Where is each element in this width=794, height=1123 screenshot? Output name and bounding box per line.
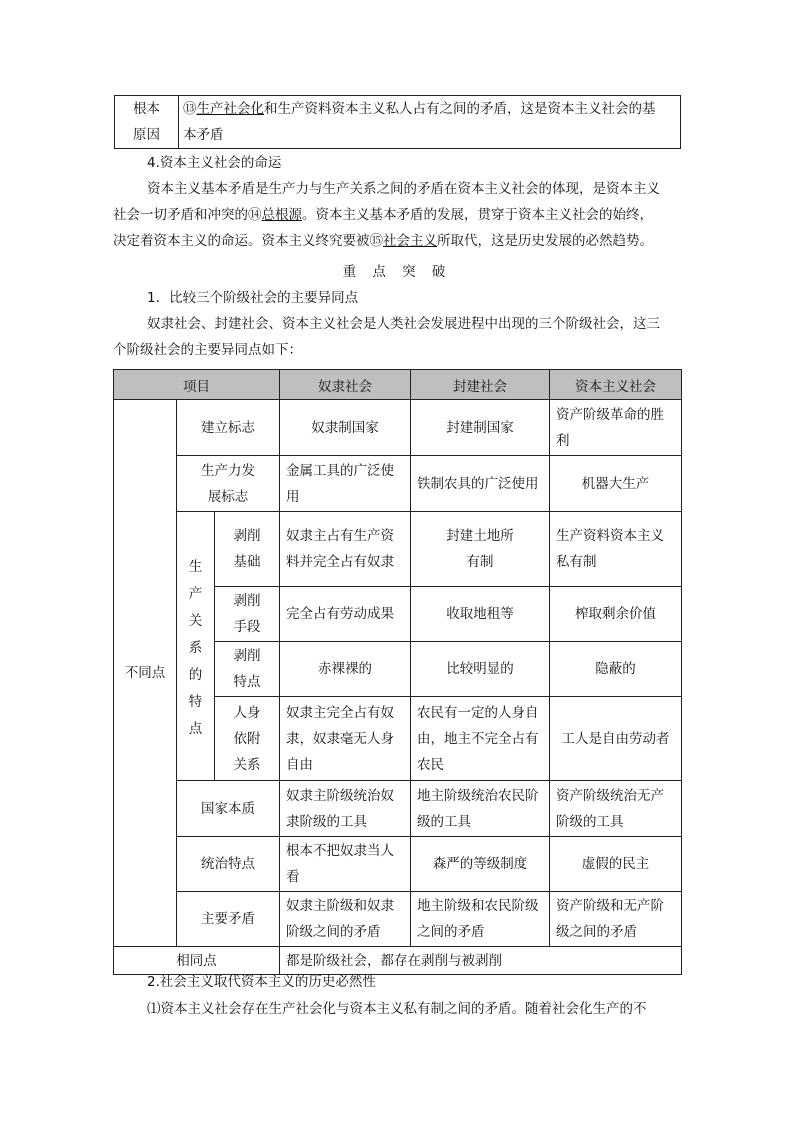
cell: 铁制农具的广泛使用 [411, 456, 550, 512]
row-label [215, 512, 280, 587]
text: 所取代，这是历史发展的必然趋势。 [437, 233, 653, 249]
similarities-label: 相同点 [114, 947, 280, 975]
cell: 工人是自由劳动者 [550, 697, 682, 781]
row-label [215, 642, 280, 697]
header-slave-society: 奴隶社会 [280, 370, 411, 400]
text: 。资本主义基本矛盾的发展，贯穿于资本主义社会的始终， [302, 207, 653, 223]
row-label [177, 456, 280, 512]
cell: 榨取剩余价值 [550, 587, 682, 642]
section-title: 4.资本主义社会的命运 [147, 155, 282, 171]
cell: 地主阶级统治农民阶级的工具 [411, 781, 550, 837]
row-label-text: 生产力发展标志 [201, 462, 255, 505]
header-feudal-society: 封建社会 [411, 370, 550, 400]
row-label-text: 人身依附关系 [233, 704, 261, 773]
key-points-heading: 重 点 突 破 [342, 264, 452, 280]
row-label-text: 剥削手段 [233, 593, 261, 635]
paragraph-line: ⑴资本主义社会存在生产社会化与资本主义私有制之间的矛盾。随着社会化生产的不 [147, 1001, 647, 1017]
cell: 比较明显的 [411, 642, 550, 697]
table-row [114, 512, 682, 587]
paragraph-line [113, 228, 683, 254]
circled-number-13: ⑬ [183, 101, 197, 117]
cell: 奴隶主阶级统治奴隶阶级的工具 [280, 781, 411, 837]
table-row [114, 837, 682, 892]
header-item: 项目 [114, 370, 280, 400]
row-label-text: 剥削基础 [233, 528, 261, 570]
paragraph-line: 个阶级社会的主要异同点如下： [113, 342, 302, 358]
cell: 封建制国家 [411, 400, 550, 456]
table-row [114, 781, 682, 837]
cell: 隐蔽的 [550, 642, 682, 697]
row-label-text: 剥削特点 [233, 648, 261, 690]
table-header-row [114, 370, 682, 400]
row-label: 统治特点 [177, 837, 280, 892]
cell: 奴隶主占有生产资料并完全占有奴隶 [280, 512, 411, 587]
cell: 收取地租等 [411, 587, 550, 642]
answer-underlined: 社会主义 [383, 233, 437, 249]
cell: 资产阶级统治无产阶级的工具 [550, 781, 682, 837]
table-row [114, 400, 682, 456]
row-label: 主要矛盾 [177, 892, 280, 947]
differences-label: 不同点 [114, 400, 177, 947]
root-cause-table [114, 95, 681, 149]
cell: 奴隶制国家 [280, 400, 411, 456]
table-row [114, 456, 682, 512]
cell: 虚假的民主 [550, 837, 682, 892]
cell: 根本不把奴隶当人看 [280, 837, 411, 892]
answer-underlined: 生产社会化 [196, 101, 264, 117]
paragraph-line: 奴隶社会、封建社会、资本主义社会是人类社会发展进程中出现的三个阶级社会，这三 [147, 316, 660, 332]
cell: 森严的等级制度 [411, 837, 550, 892]
cell: 金属工具的广泛使用 [280, 456, 411, 512]
cell: 资产阶级和无产阶级之间的矛盾 [550, 892, 682, 947]
cell: 农民有一定的人身自由，地主不完全占有农民 [411, 697, 550, 781]
answer-underlined: 总根源 [261, 207, 302, 223]
cell: 机器大生产 [550, 456, 682, 512]
cell: 赤裸裸的 [280, 642, 411, 697]
cell: 资产阶级革命的胜利 [550, 400, 682, 456]
cell: 生产资料资本主义私有制 [550, 512, 682, 587]
cell-text: 封建土地所有制 [446, 528, 514, 570]
root-cause-label-line2: 原因 [133, 127, 160, 143]
cell: 地主阶级和农民阶级之间的矛盾 [411, 892, 550, 947]
cell: 完全占有劳动成果 [280, 587, 411, 642]
row-label [215, 697, 280, 781]
comparison-table [113, 369, 682, 975]
production-relations-label [177, 512, 215, 781]
header-capitalist-society: 资本主义社会 [550, 370, 682, 400]
paragraph-line: 资本主义基本矛盾是生产力与生产关系之间的矛盾在资本主义社会的体现，是资本主义 [147, 181, 660, 197]
table-row [115, 96, 681, 149]
similarities-value: 都是阶级社会，都存在剥削与被剥削 [280, 947, 682, 975]
cell: 奴隶主完全占有奴隶，奴隶毫无人身自由 [280, 697, 411, 781]
point1-title: 1．比较三个阶级社会的主要异同点 [147, 290, 359, 306]
text: 社会一切矛盾和冲突的⑭ [113, 207, 262, 223]
root-cause-label-line1: 根本 [133, 101, 160, 117]
production-relations-text: 生产关系的特点 [188, 558, 203, 737]
root-cause-label [115, 96, 179, 149]
root-cause-text: 和生产资料资本主义私人占有之间的矛盾，这是资本主义社会的基 [264, 101, 656, 117]
point2-title: 2.社会主义取代资本主义的历史必然性 [147, 974, 376, 990]
root-cause-text-line2: 本矛盾 [183, 127, 224, 143]
row-label: 建立标志 [177, 400, 280, 456]
row-label: 国家本质 [177, 781, 280, 837]
table-row [114, 892, 682, 947]
paragraph-line [113, 202, 683, 228]
cell: 奴隶主阶级和奴隶阶级之间的矛盾 [280, 892, 411, 947]
row-label [215, 587, 280, 642]
text: 决定着资本主义的命运。资本主义终究要被⑮ [113, 233, 383, 249]
cell [411, 512, 550, 587]
root-cause-content [179, 96, 681, 149]
